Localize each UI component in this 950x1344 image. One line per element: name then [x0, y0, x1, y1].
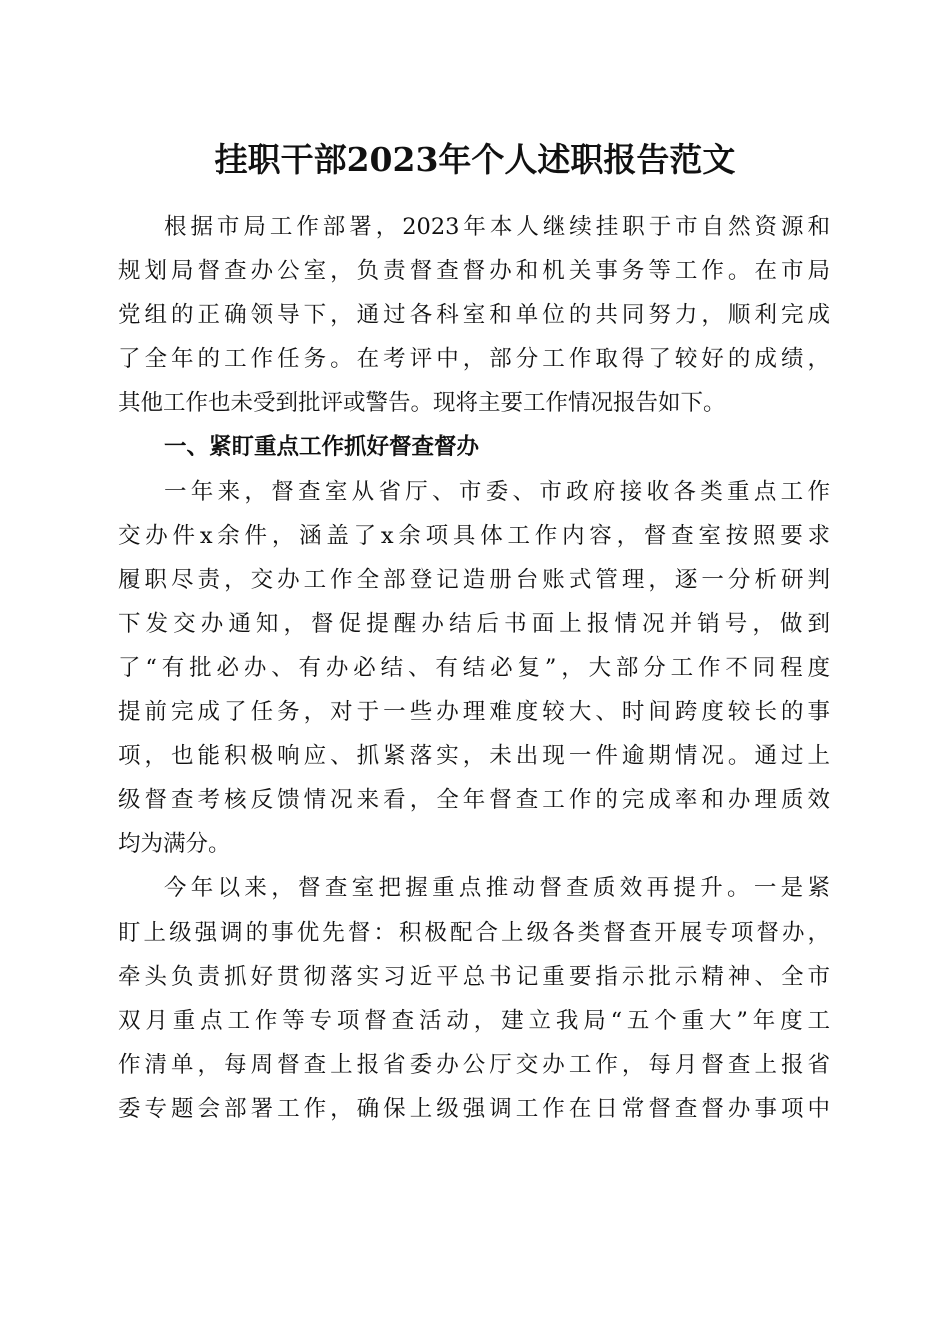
section-heading: 一、紧盯重点工作抓好督查督办	[164, 434, 480, 461]
paragraph-line: 作清单，每周督查上报省委办公厅交办工作，每月督查上报省	[118, 1051, 830, 1078]
paragraph-line: 下发交办通知，督促提醒办结后书面上报情况并销号，做到	[118, 610, 830, 637]
paragraph-line: 级督查考核反馈情况来看，全年督查工作的完成率和办理质效	[118, 787, 830, 814]
paragraph-line: 项，也能积极响应、抓紧落实，未出现一件逾期情况。通过上	[118, 743, 830, 770]
paragraph-line: 规划局督查办公室，负责督查督办和机关事务等工作。在市局	[118, 258, 830, 285]
paragraph-line: 委专题会部署工作，确保上级强调工作在日常督查督办事项中	[118, 1095, 830, 1122]
paragraph-line: 其他工作也未受到批评或警告。现将主要工作情况报告如下。	[118, 390, 726, 417]
paragraph-line: 履职尽责，交办工作全部登记造册台账式管理，逐一分析研判	[118, 566, 830, 593]
paragraph-line: 提前完成了任务，对于一些办理难度较大、时间跨度较长的事	[118, 699, 830, 726]
paragraph-line: 交办件x余件，涵盖了x余项具体工作内容，督查室按照要求	[118, 522, 830, 549]
document-title: 挂职干部2023年个人述职报告范文	[214, 140, 736, 179]
paragraph-line: 牵头负责抓好贯彻落实习近平总书记重要指示批示精神、全市	[118, 963, 830, 990]
paragraph-line: 了全年的工作任务。在考评中，部分工作取得了较好的成绩，	[118, 346, 830, 373]
paragraph-line: 双月重点工作等专项督查活动，建立我局“五个重大”年度工	[118, 1007, 830, 1034]
paragraph-line: 今年以来，督查室把握重点推动督查质效再提升。一是紧	[164, 875, 830, 902]
paragraph-line: 了“有批必办、有办必结、有结必复”，大部分工作不同程度	[118, 654, 830, 681]
paragraph-line: 盯上级强调的事优先督：积极配合上级各类督查开展专项督办，	[118, 919, 830, 946]
paragraph-line: 一年来，督查室从省厅、市委、市政府接收各类重点工作	[164, 478, 830, 505]
paragraph-line: 党组的正确领导下，通过各科室和单位的共同努力，顺利完成	[118, 302, 830, 329]
document-body	[118, 205, 830, 1131]
paragraph-line: 均为满分。	[118, 831, 231, 858]
paragraph-line: 根据市局工作部署，2023年本人继续挂职于市自然资源和	[164, 214, 830, 240]
